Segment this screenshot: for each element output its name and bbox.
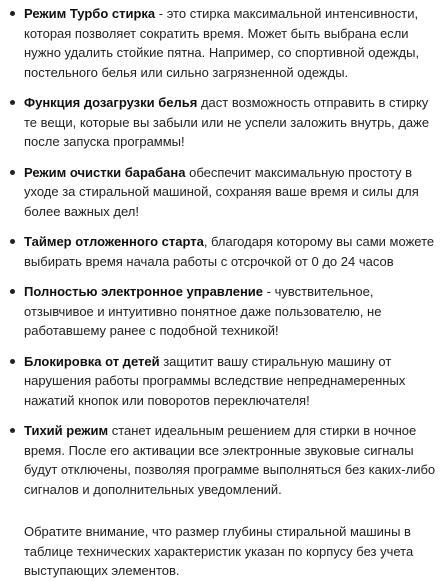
feature-text: , благодаря которому вы сами можете выбирать время начала работы с отсрочкой от 0 до 24 часов	[24, 234, 435, 269]
bullet-icon	[10, 239, 15, 244]
features-list	[4, 4, 437, 499]
depth-note: Обратите внимание, что размер глубины стиральной машины в таблице технических характеристик указан по корпусу без учета выступающих элементов.	[24, 524, 414, 578]
bullet-icon	[10, 289, 15, 294]
bullet-icon	[10, 170, 15, 175]
feature-text: станет идеальным решением для стирки в ночное время. После его активации все электронные звуковые сигналы будут отключены, позволяя программе выполняться без каких-либо сигналов и дополнительных уведомлений.	[24, 423, 436, 497]
feature-item-turbo	[4, 4, 437, 82]
feature-term: Тихий режим	[24, 423, 109, 438]
feature-item-child-lock	[4, 352, 437, 411]
bullet-icon	[10, 11, 15, 16]
feature-item-reload	[4, 93, 437, 152]
feature-term: Полностью электронное управление	[24, 284, 264, 299]
feature-item-electronic-control	[4, 282, 437, 341]
feature-text: - чувствительное, отзывчивое и интуитивно понятное даже пользователю, не работавшему ранее с подобной техникой!	[24, 284, 382, 338]
bullet-icon	[10, 100, 15, 105]
feature-term: Режим очистки барабана	[24, 164, 186, 180]
feature-text: защитит вашу стиральную машину от нарушения работы программы вследствие непреднамеренных нажатий кнопок или поворотов переключателя!	[24, 353, 406, 408]
feature-item-delay-timer	[4, 232, 437, 271]
feature-term: Функция дозагрузки белья	[24, 95, 198, 110]
bullet-icon	[10, 359, 15, 364]
feature-item-drum-clean	[4, 163, 437, 222]
feature-term: Таймер отложенного старта	[24, 234, 204, 249]
bullet-icon	[10, 428, 15, 433]
feature-item-quiet-mode	[4, 421, 437, 499]
feature-term: Блокировка от детей	[24, 353, 160, 369]
feature-text: - это стирка максимальной интенсивности, которая позволяет сократить время. Может быть выбрана если нужно удалить стойкие пятна. Например, со спортивной одежды, постельного белья или сильно загрязненной одежды.	[24, 6, 420, 80]
feature-term: Режим Турбо стирка	[24, 6, 156, 21]
feature-text: даст возможность отправить в стирку те вещи, которые вы забыли или не успели заложить внутрь, даже после запуска программы!	[24, 95, 430, 149]
feature-text: обеспечит максимальную простоту в уходе за стиральной машиной, сохраняя ваше время и силы для более важных дел!	[24, 164, 419, 219]
